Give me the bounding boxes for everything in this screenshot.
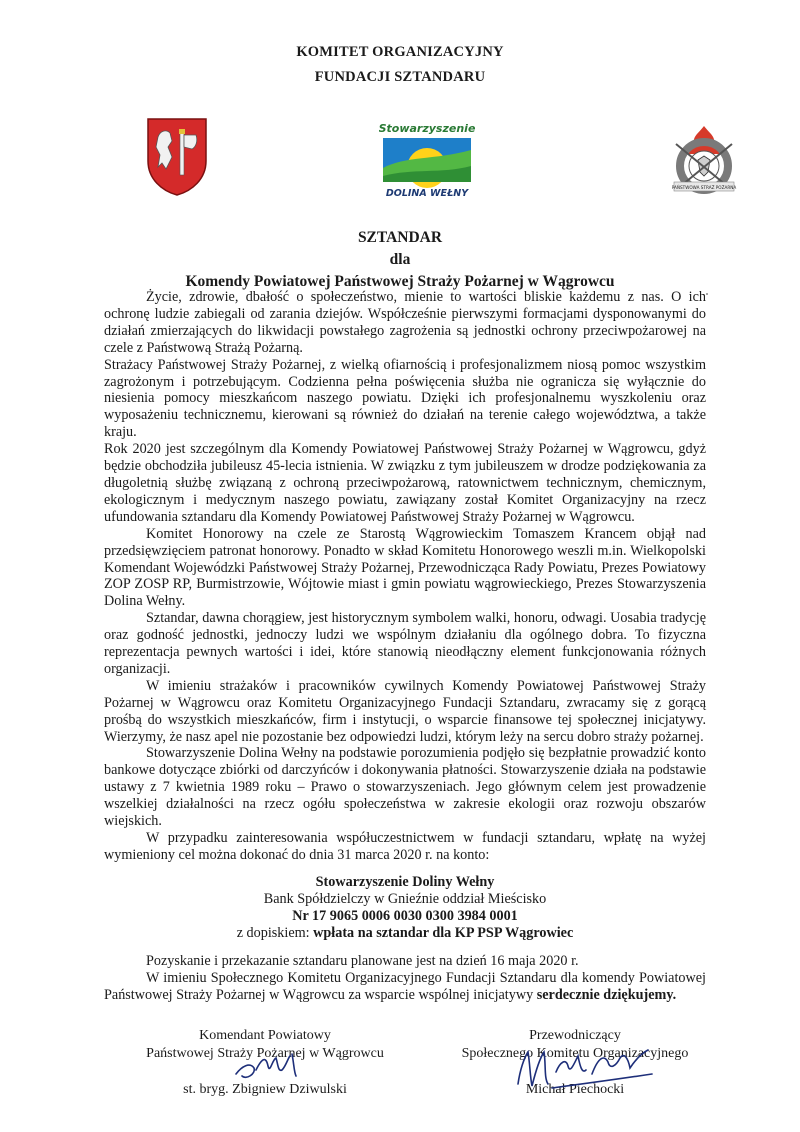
association-logo xyxy=(379,116,475,202)
stray-mark xyxy=(706,293,708,295)
paragraph-6: W imieniu strażaków i pracowników cywilnych Komendy Powiatowej Państwowej Straży Pożarnej w Wągrowcu oraz Komitetu Organizacyjnego Fundacji Sztandaru, zwracamy się z gorącą prośbą do wszystkich mieszkańców, firm i instytucji, o wsparcie finansowe tej społecznej inicjatywy. Wierzymy, że nasz apel nie pozostanie bez odpowiedzi ludzi, którym leży na sercu dobro straży pożarnej. xyxy=(104,677,706,745)
account-holder: Stowarzyszenie Doliny Wełny xyxy=(315,873,495,890)
paragraph-7: Stowarzyszenie Dolina Wełny na podstawie porozumienia podjęło się bezpłatnie prowadzić konto bankowe dotyczące zbiórki od darczyńców i dokonywania płatności. Stowarzyszenie działa na podstawie ustawy z 7 kwietnia 1989 roku – Prawo o stowarzyszeniach. Jego głównym celem jest prowadzenie wszelkiej działalności na rzecz ogółu społeczeństwa w zakresie ekologii oraz rozwoju obszarów wiejskich. xyxy=(104,745,706,830)
chairman-handwritten-signature xyxy=(512,1044,662,1094)
coat-of-arms-logo xyxy=(146,117,208,197)
paragraph-4: Komitet Honorowy na czele ze Starostą Wągrowieckim Tomaszem Krancem objął nad przedsięwzięciem patronat honorowy. Ponadto w skład Komitetu Honorowego weszli m.in. Wielkopolski Komendant Wojewódzki Państwowej Straży Pożarnej, Przewodnicząca Rady Powiatu, Prezes Powiatowy ZOP ZOSP RP, Burmistrzowie, Wójtowie miast i gmin powiatu wągrowieckiego, Prezes Stowarzyszenia Dolina Wełny. xyxy=(104,525,706,610)
header-line-2: FUNDACJI SZTANDARU xyxy=(314,69,486,85)
commander-name: st. bryg. Zbigniew Dziwulski xyxy=(183,1082,347,1097)
account-number: Nr 17 9065 0006 0030 0300 3984 0001 xyxy=(292,907,518,924)
association-logo-bottom-text: DOLINA WEŁNY xyxy=(385,188,469,199)
title-recipient: Komendy Powiatowej Państwowej Straży Pożarnej w Wągrowcu xyxy=(185,273,615,290)
chairman-title-1: Przewodniczący xyxy=(529,1028,621,1043)
paragraph-3: Rok 2020 jest szczególnym dla Komendy Powiatowej Państwowej Straży Pożarnej w Wągrowcu, gdyż będzie obchodziła jubileusz 45-lecia istnienia. W związku z tym jubileuszem w drodze podziękowania za długoletnią służbę związaną z ochroną przeciwpożarową, ratownictwem technicznym, chemicznym, ekologicznym i medycznym naszego powiatu, zawiązany został Komitet Organizacyjny na rzecz ufundowania sztandaru dla Komendy Powiatowej Państwowej Straży Pożarnej w Wągrowcu. xyxy=(104,441,706,525)
chairman-title-2: Społecznego Komitetu Organizacyjnego xyxy=(461,1046,689,1061)
paragraph-2: Strażacy Państwowej Straży Pożarnej, z wielką ofiarnością i profesjonalizmem niosą pomoc wszystkim zagrożonym i potrzebującym. Codzienna pełna poświęcenia służba nie ogranicza się wyłącznie do niesienia pomocy mieszkańcom naszego powiatu. Dzięki ich profesjonalnemu wyszkoleniu oraz wyposażeniu technicznemu, kierowani są również do działań na terenie całego województwa, a także kraju. xyxy=(104,356,706,441)
bank-name: Bank Spółdzielczy w Gnieźnie oddział Mieścisko xyxy=(263,890,547,907)
commander-handwritten-signature xyxy=(232,1050,312,1084)
committee-header xyxy=(0,40,800,90)
paragraph-1: Życie, zdrowie, dbałość o społeczeństwo, mienie to wartości bliskie każdemu z nas. O ich ochronę ludzie zabiegali od zarania dziejów. Współcześnie pierwszymi formacjami dysponowanymi do działań zmierzających do likwidacji powstałego zagrożenia są jednostki ochrony przeciwpożarowej na czele z Państwową Strażą Pożarną. xyxy=(104,289,706,356)
title-for: dla xyxy=(389,251,411,268)
commander-title-1: Komendant Powiatowy xyxy=(199,1028,331,1043)
chairman-name: Michał Piechocki xyxy=(525,1082,625,1097)
header-line-1: KOMITET ORGANIZACYJNY xyxy=(296,44,504,60)
association-logo-top-text: Stowarzyszenie xyxy=(379,122,475,135)
fire-service-emblem-text: PAŃSTWOWA STRAŻ POŻARNA xyxy=(671,185,737,190)
bank-account-block xyxy=(104,874,706,942)
title-banner: SZTANDAR xyxy=(357,229,443,246)
letter-body xyxy=(104,289,706,1004)
paragraph-8: W przypadku zainteresowania współuczestnictwem w fundacji sztandaru, wpłatę na wyżej wymieniony cel można dokonać do dnia 31 marca 2020 r. na konto: xyxy=(104,830,706,863)
paragraph-5: Sztandar, dawna chorągiew, jest historycznym symbolem walki, honoru, odwagi. Uosabia tradycję oraz godność jednostki, jednoczy ludzi we wspólnym działaniu dla ogólnego dobra. To fizyczna reprezentacja pewnych wartości i idei, które stanowią nieodłączny element funkcjonowania różnych organizacji. xyxy=(104,610,706,677)
transfer-note-title: wpłata na sztandar dla KP PSP Wągrowiec xyxy=(313,924,574,941)
document-titles xyxy=(0,227,800,293)
transfer-note xyxy=(104,925,706,942)
paragraph-10 xyxy=(104,970,706,1004)
paragraph-10-thanks: serdecznie dziękujemy. xyxy=(536,987,677,1004)
fire-service-emblem xyxy=(666,124,742,198)
paragraph-9: Pozyskanie i przekazanie sztandaru planowane jest na dzień 16 maja 2020 r. xyxy=(146,953,579,970)
commander-title-2: Państwowej Straży Pożarnej w Wągrowcu xyxy=(146,1046,384,1061)
transfer-note-prefix: z dopiskiem: xyxy=(236,924,314,941)
paragraph-10-text: W imieniu Społecznego Komitetu Organizacyjnego Fundacji Sztandaru dla komendy Powiatowej Państwowej Straży Pożarnej w Wągrowcu za wsparcie wspólnej inicjatywy xyxy=(104,970,706,1004)
